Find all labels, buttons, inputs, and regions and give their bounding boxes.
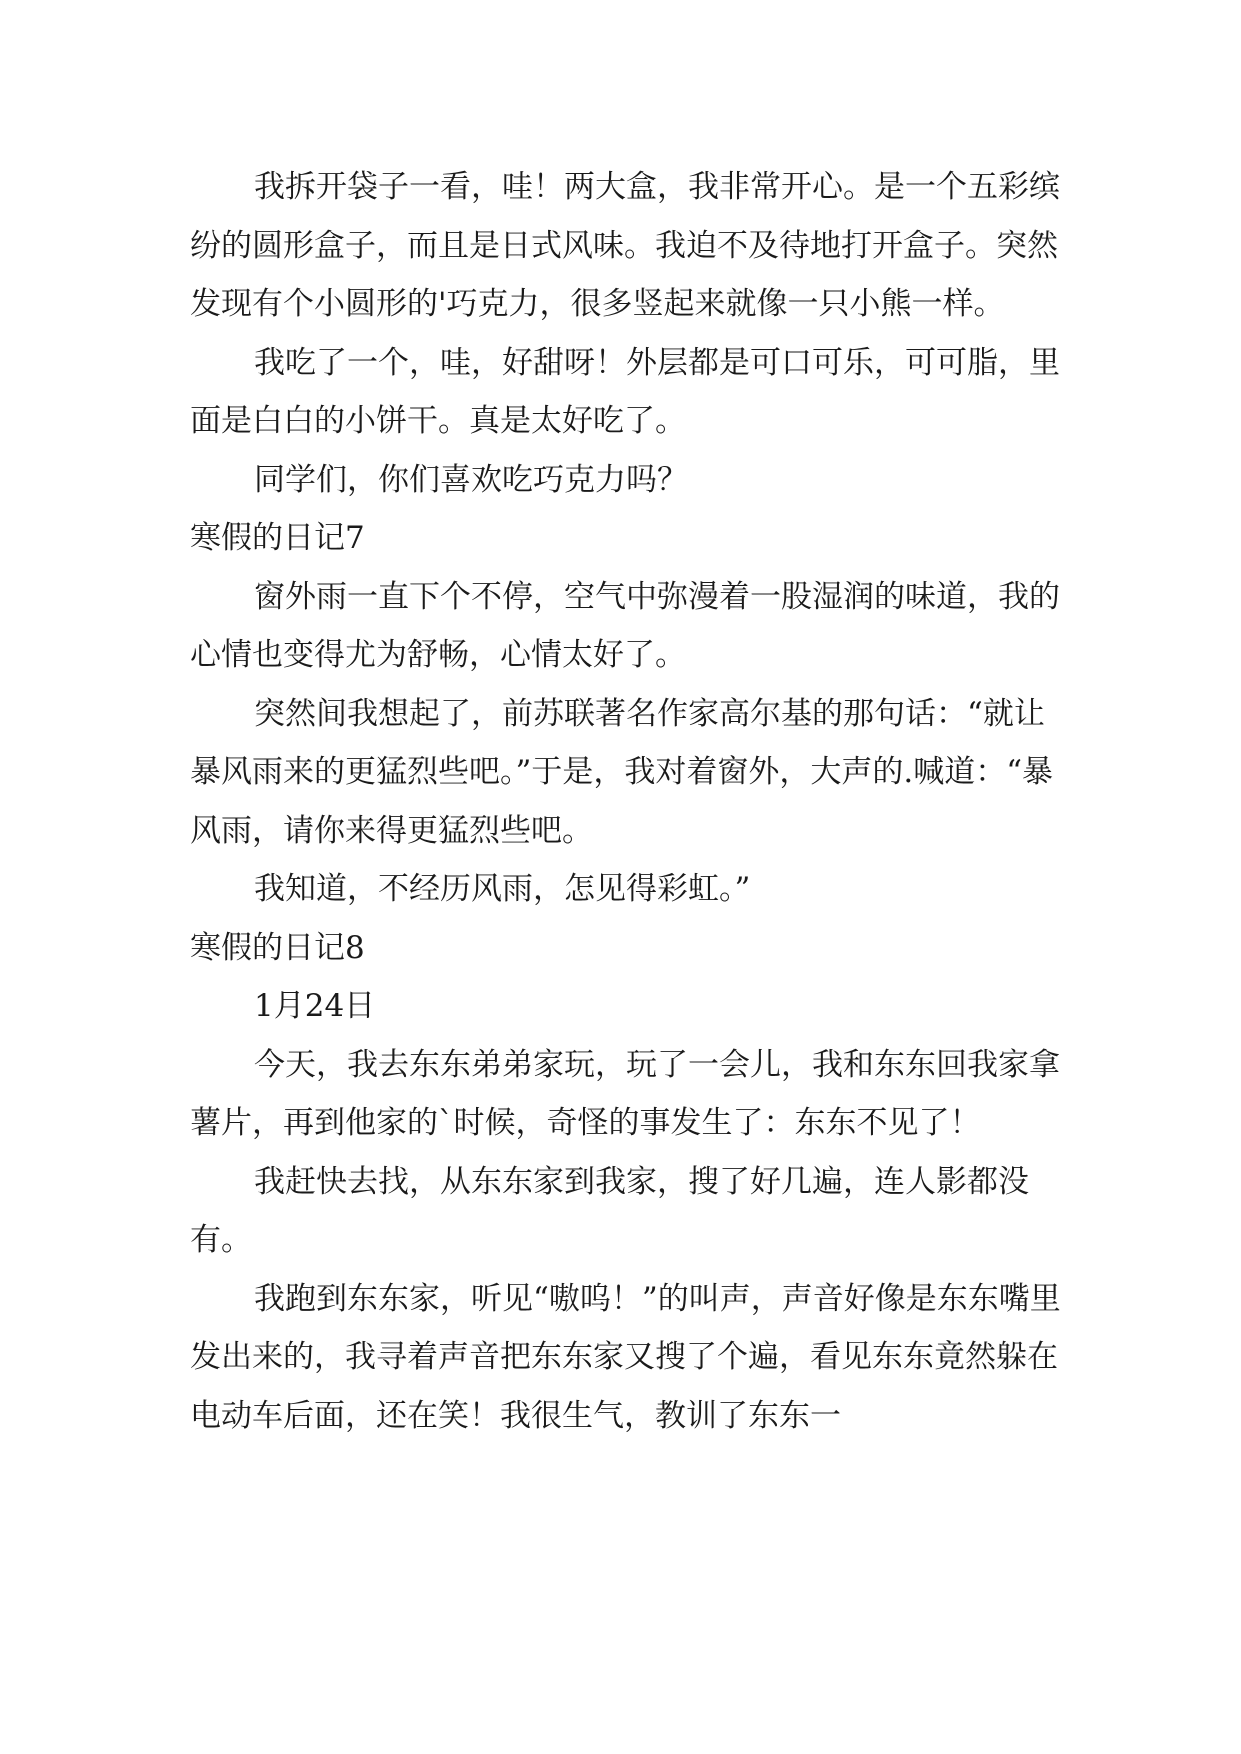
paragraph-chocolate-box: 我拆开袋子一看，哇！两大盒，我非常开心。是一个五彩缤纷的圆形盒子，而且是日式风味。我迫不及待地打开盒子。突然发现有个小圆形的'巧克力，很多竖起来就像一只小熊一样。 [190,169,1060,322]
paragraph-date: 1月24日 [254,988,376,1024]
paragraph-search: 我赶快去找，从东东家到我家，搜了好几遍，连人影都没有。 [190,1163,1029,1258]
heading-diary-8: 寒假的日记8 [190,929,365,966]
paragraph-found: 我跑到东东家，听见“嗷呜！”的叫声，声音好像是东东嘴里发出来的，我寻着声音把东东家又搜了个遍，看见东东竟然躲在电动车后面，还在笑！我很生气，教训了东东一 [190,1280,1061,1434]
document-body [190,158,1065,1445]
paragraph-question: 同学们，你们喜欢吃巧克力吗？ [254,461,688,498]
heading-diary-7: 寒假的日记7 [190,520,365,556]
paragraph-rain: 窗外雨一直下个不停，空气中弥漫着一股湿润的味道，我的心情也变得尤为舒畅，心情太好了。 [190,578,1060,673]
paragraph-visit: 今天，我去东东弟弟家玩，玩了一会儿，我和东东回我家拿薯片，再到他家的`时候，奇怪的事发生了：东东不见了！ [190,1046,1060,1141]
paragraph-tasting: 我吃了一个，哇，好甜呀！外层都是可口可乐，可可脂，里面是白白的小饼干。真是太好吃了。 [190,344,1060,439]
paragraph-gorky: 突然间我想起了，前苏联著名作家高尔基的那句话：“就让暴风雨来的更猛烈些吧。”于是，我对着窗外，大声的.喊道：“暴风雨，请你来得更猛烈些吧。 [190,695,1054,849]
paragraph-rainbow: 我知道，不经历风雨，怎见得彩虹。” [254,871,751,907]
